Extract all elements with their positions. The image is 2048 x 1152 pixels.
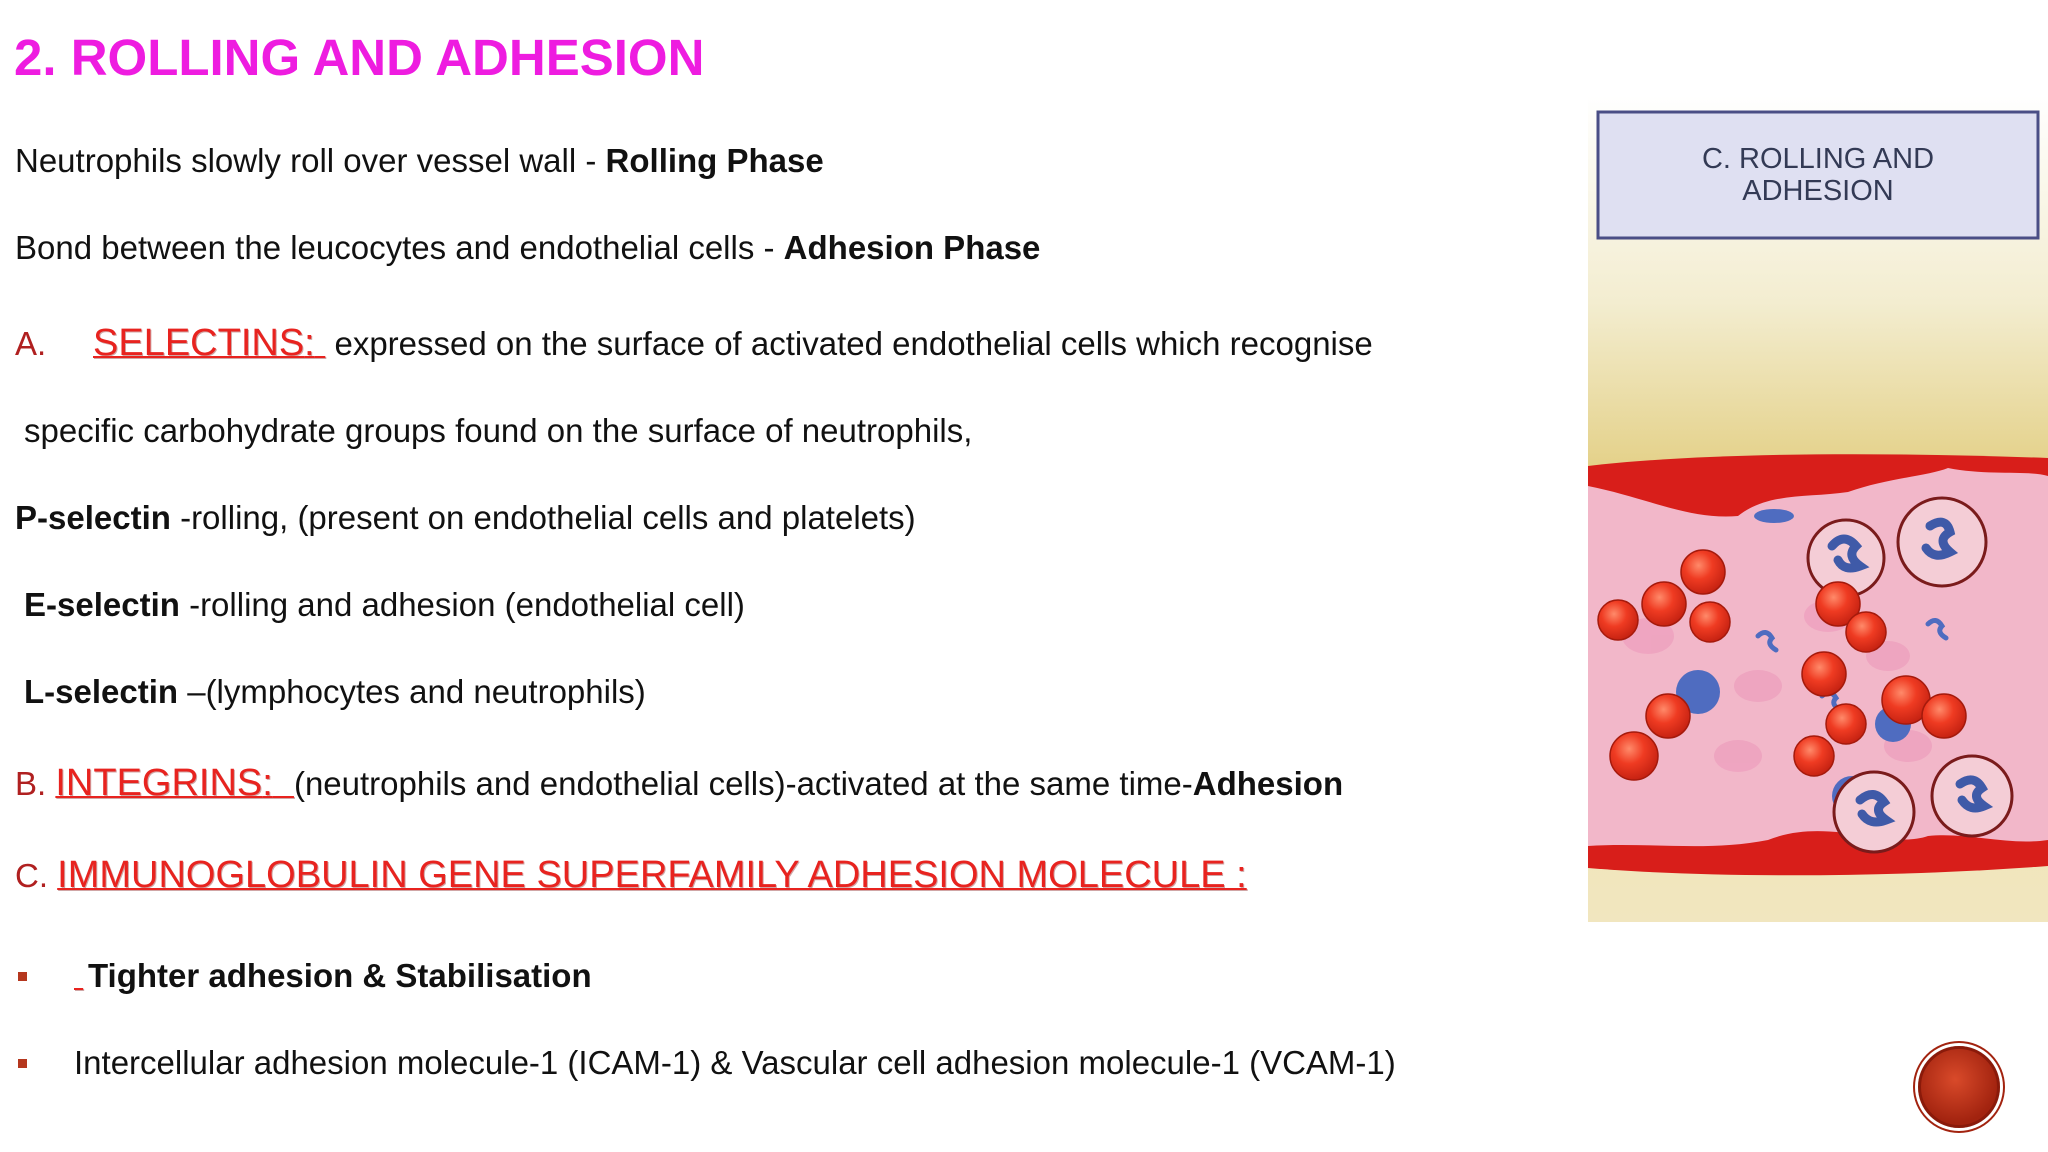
bullet-icon <box>18 1059 27 1068</box>
integrins-line <box>15 762 1343 805</box>
platelet <box>1754 509 1794 523</box>
e-selectin-label: E-selectin <box>24 586 180 623</box>
integrins-adhesion-label: Adhesion <box>1192 765 1344 802</box>
selectins-line <box>15 322 1373 365</box>
bullet-item-icam <box>18 1044 1396 1082</box>
slide-title: 2. ROLLING AND ADHESION <box>14 29 705 86</box>
rolling-phase-line <box>15 142 824 180</box>
selectins-colon: : <box>304 322 315 364</box>
integrins-text: (neutrophils and endothelial cells)-activated at the same time- <box>293 765 1193 802</box>
integrins-heading <box>55 762 294 804</box>
e-selectin-line <box>24 586 745 624</box>
selectins-text: expressed on the surface of activated endothelial cells which recognise <box>325 325 1373 362</box>
bullet-item-stabilisation <box>18 957 592 995</box>
caption-line-2: ADHESION <box>1742 175 1894 207</box>
bullet-text-stabilisation: Tighter adhesion & Stabilisation <box>88 957 592 994</box>
l-selectin-label: L-selectin <box>24 673 179 710</box>
bullet-underscore-mark <box>74 957 88 995</box>
l-selectin-line <box>24 673 646 711</box>
adhesion-phase-line <box>15 229 1040 267</box>
p-selectin-label: P-selectin <box>15 499 171 536</box>
bullet-text-icam: Intercellular adhesion molecule-1 (ICAM-1) & Vascular cell adhesion molecule-1 (VCAM-1) <box>74 1044 1396 1081</box>
selectins-heading <box>93 322 325 364</box>
caption-line-1: C. ROLLING AND <box>1701 143 1935 175</box>
p-selectin-line <box>15 499 916 537</box>
adhesion-phase-text: Bond between the leucocytes and endothelial cells - <box>15 229 784 266</box>
selectins-continuation: specific carbohydrate groups found on the surface of neutrophils, <box>24 412 973 449</box>
igsf-letter: C. <box>15 857 58 894</box>
igsf-line <box>15 854 1247 897</box>
e-selectin-text: -rolling and adhesion (endothelial cell) <box>179 586 745 623</box>
bullet-icon <box>18 972 27 981</box>
l-selectin-text: –(lymphocytes and neutrophils) <box>178 673 646 710</box>
igsf-label: IMMUNOGLOBULIN GENE SUPERFAMILY ADHESION MOLECULE : <box>57 854 1247 896</box>
selectins-label: SELECTINS <box>93 322 305 364</box>
integrins-label: INTEGRINS <box>55 762 263 804</box>
p-selectin-text: -rolling, (present on endothelial cells and platelets) <box>170 499 916 536</box>
integrins-colon: : <box>262 762 273 804</box>
adhesion-phase-label: Adhesion Phase <box>783 229 1041 266</box>
rolling-phase-text: Neutrophils slowly roll over vessel wall - <box>15 142 606 179</box>
rolling-adhesion-illustration <box>1588 96 2048 922</box>
integrins-letter: B. <box>15 765 56 802</box>
rolling-phase-label: Rolling Phase <box>605 142 824 179</box>
selectins-letter: A. <box>15 325 47 362</box>
page-number-badge[interactable] <box>1918 1046 2000 1128</box>
